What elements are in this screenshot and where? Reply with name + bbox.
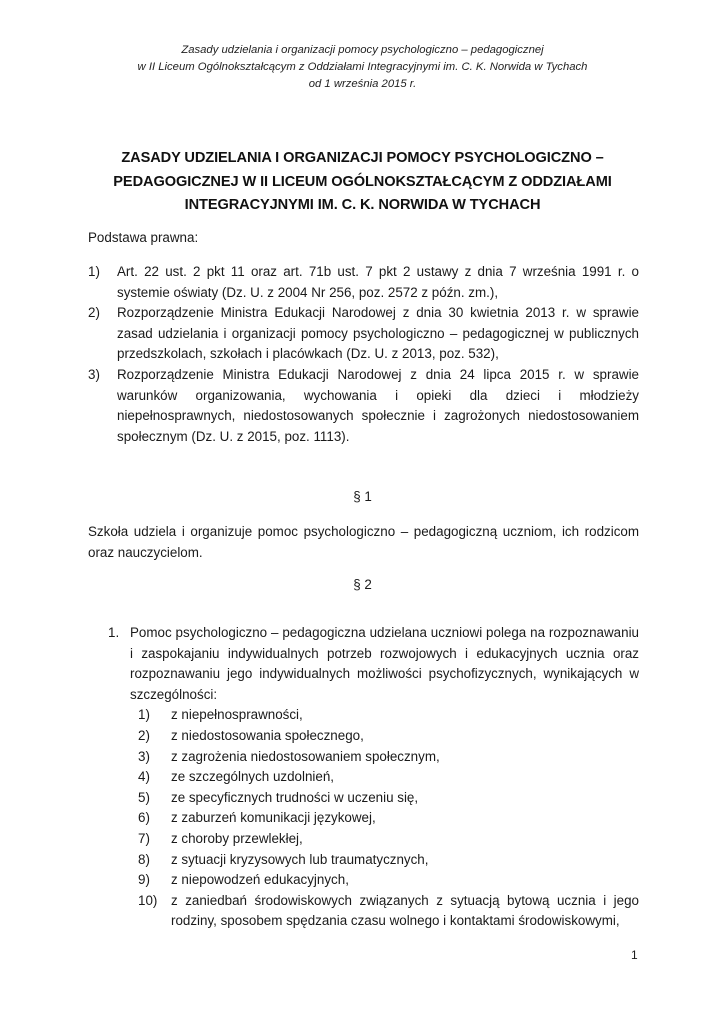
sub-item-number: 9) [138,872,150,888]
section-1-mark: § 1 [353,489,372,504]
title-line-2: PEDAGOGICZNEJ W II LICEUM OGÓLNOKSZTAŁCĄCYM Z ODDZIAŁAMI [113,173,612,190]
running-header [90,42,635,93]
legal-basis-item [88,303,639,365]
sub-item-text: z zaburzeń komunikacji językowej, [171,810,376,826]
sub-item-number: 6) [138,810,150,826]
legal-basis-label: Podstawa prawna: [88,230,199,245]
page-number: 1 [631,948,638,962]
section-2-point [108,623,639,705]
legal-basis-item [88,365,639,447]
sub-item-number: 7) [138,830,150,846]
sub-item-number: 10) [138,892,158,908]
sub-item [108,788,639,809]
sub-item-text: z niedostosowania społecznego, [171,727,364,743]
section-1-text: Szkoła udziela i organizuje pomoc psychologiczno – pedagogiczną uczniom, ich rodzicom oraz nauczycielom. [88,524,639,560]
item-number: 2) [88,305,100,321]
item-text: Art. 22 ust. 2 pkt 11 oraz art. 71b ust. 7 pkt 2 ustawy z dnia 7 września 1991 r. o systemie oświaty (Dz. U. z 2004 Nr 256, poz. 2572 z późn. zm.), [117,264,639,300]
document-title [90,147,635,218]
item-text: Rozporządzenie Ministra Edukacji Narodowej z dnia 30 kwietnia 2013 r. w sprawie zasad udzielania i organizacji pomocy psychologiczno – pedagogicznej w publicznych przedszkolach, szkołach i placówkach (Dz. U. z 2013, poz. 532), [117,305,639,362]
sub-item-number: 8) [138,851,150,867]
item-text: Rozporządzenie Ministra Edukacji Narodowej z dnia 24 lipca 2015 r. w sprawie warunków organizowania, wychowania i opieki dla dzieci i młodzieży niepełnosprawnych, niedostosowanych społecznie i zagrożonych niedostosowaniem społecznym (Dz. U. z 2015, poz. 1113). [117,366,639,444]
title-line-3: INTEGRACYJNYMI IM. C. K. NORWIDA W TYCHACH [184,197,541,213]
item-number: 3) [88,366,100,382]
section-2-points [108,623,639,932]
sub-item-number: 3) [138,748,150,764]
sub-item-text: z niepowodzeń edukacyjnych, [171,872,349,888]
header-line-2: w II Liceum Ogólnokształcącym z Oddziałami Integracyjnymi im. C. K. Norwida w Tychach [137,61,588,73]
section-2-mark: § 2 [353,577,372,592]
sub-item [108,808,639,829]
sub-item [108,870,639,891]
sub-item [108,829,639,850]
legal-basis-list [88,262,639,447]
header-line-3: od 1 września 2015 r. [308,78,417,90]
sub-item-text: z choroby przewlekłej, [171,830,303,846]
sub-item [108,850,639,871]
sub-item [108,767,639,788]
sub-item-text: ze specyficznych trudności w uczeniu się, [171,789,419,805]
sub-item-number: 1) [138,707,150,723]
sub-item-number: 4) [138,769,150,785]
header-line-1: Zasady udzielania i organizacji pomocy psychologiczno – pedagogicznej [181,44,544,56]
sub-item-number: 5) [138,789,150,805]
sub-item-text: z sytuacji kryzysowych lub traumatycznych, [171,851,429,867]
sub-item-number: 2) [138,727,150,743]
sub-item [108,726,639,747]
item-number: 1) [88,264,100,279]
title-line-1: ZASADY UDZIELANIA I ORGANIZACJI POMOCY PSYCHOLOGICZNO – [121,150,604,166]
point-text: Pomoc psychologiczno – pedagogiczna udzielana uczniowi polega na rozpoznawaniu i zaspokajaniu indywidualnych potrzeb rozwojowych i edukacyjnych ucznia oraz rozpoznawaniu jego indywidualnych możliwości psychofizycznych, wynikających w szczególności: [130,625,639,702]
point-number: 1. [108,625,120,640]
sub-item-text: ze szczególnych uzdolnień, [171,769,335,785]
sub-item-text: z zaniedbań środowiskowych związanych z sytuacją bytową ucznia i jego rodziny, sposobem spędzania czasu wolnego i kontaktami środowiskowymi, [171,892,639,929]
sub-item-list [108,705,639,932]
legal-basis-item [88,262,639,303]
sub-item [108,705,639,726]
sub-item-text: z zagrożenia niedostosowaniem społecznym, [171,748,440,764]
sub-item [108,891,639,932]
sub-item [108,747,639,768]
sub-item-text: z niepełnosprawności, [171,707,303,723]
